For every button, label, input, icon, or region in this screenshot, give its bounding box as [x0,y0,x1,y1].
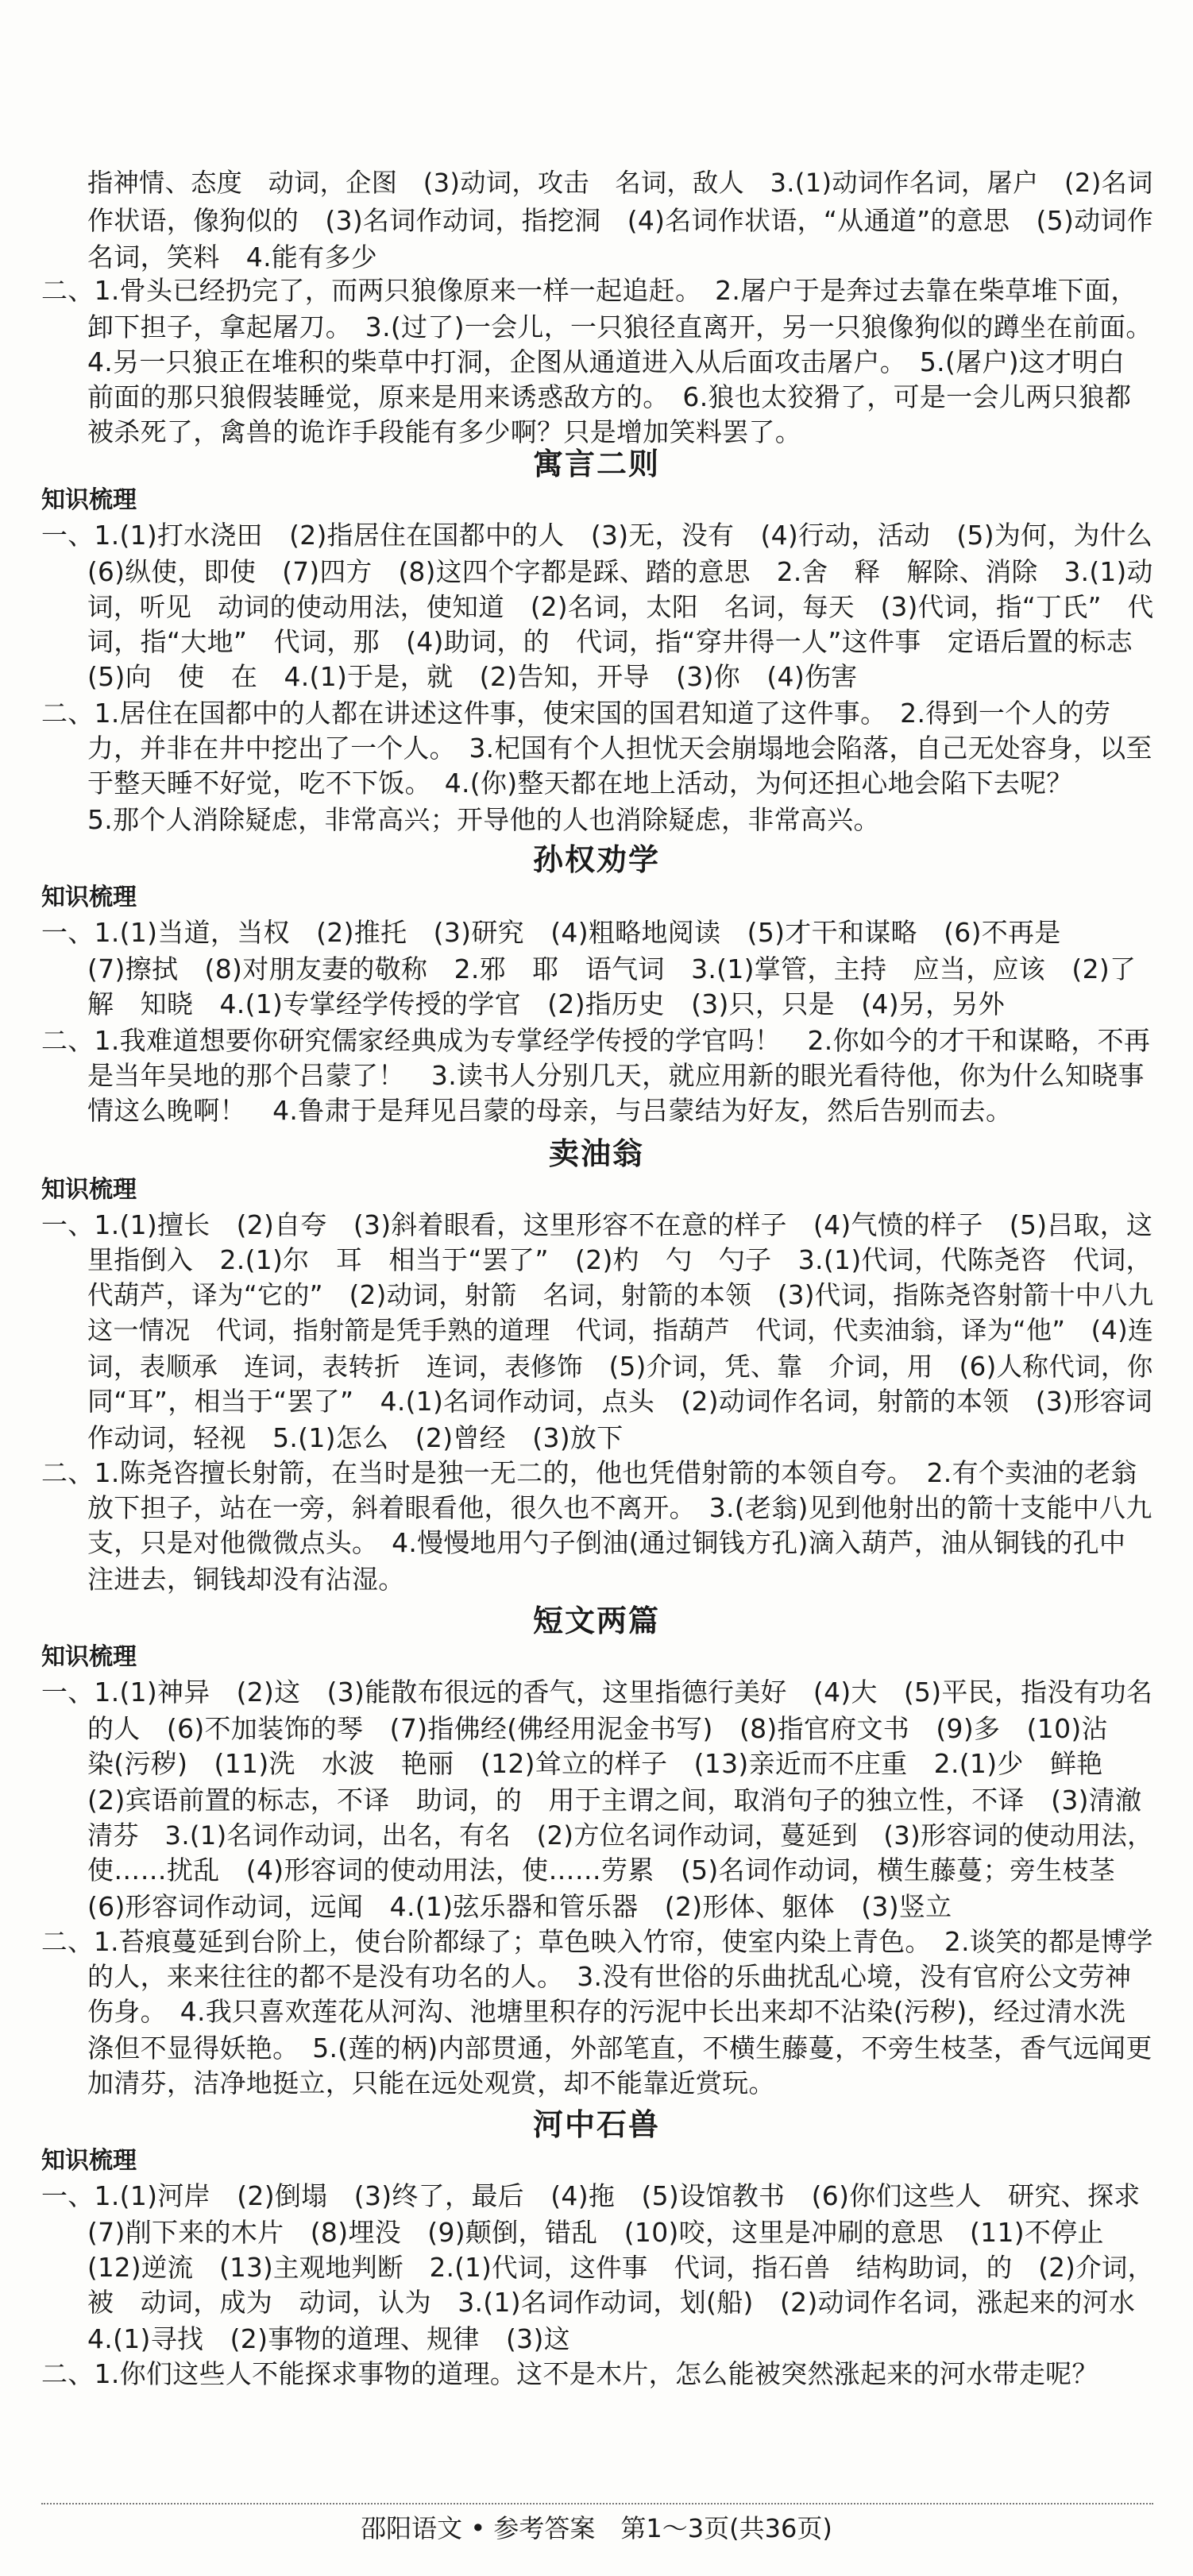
section-heading: 知识梳理 [41,1643,137,1671]
answer-line: (6)形容词作动词，远闻 4.(1)弦乐器和管乐器 (2)形体、躯体 (3)竖立 [87,1891,952,1922]
section-title: 河中石兽 [532,2107,660,2142]
answer-line: 二、1.我难道想要你研究儒家经典成为专掌经学传授的学官吗！ 2.你如今的才干和谋略，不再 [41,1025,1151,1056]
answer-line: 5.那个人消除疑虑，非常高兴；开导他的人也消除疑虑，非常高兴。 [87,804,880,835]
answer-line: (7)削下来的木片 (8)埋没 (9)颠倒，错乱 (10)咬，这里是冲刷的意思 (11)不停止 [87,2217,1104,2248]
answer-line: 染(污秽) (11)洗 水波 艳丽 (12)耸立的样子 (13)亲近而不庄重 2.(1)少 鲜艳 [87,1748,1103,1779]
answer-line: 二、1.居住在国都中的人都在讲述这件事，使宋国的国君知道了这件事。 2.得到一个人的劳 [41,698,1111,729]
answer-line: 一、1.(1)河岸 (2)倒塌 (3)终了，最后 (4)拖 (5)设馆教书 (6)你们这些人 研究、探求 [41,2180,1141,2211]
section-title: 孙权劝学 [532,842,660,877]
answer-line: 里指倒入 2.(1)尔 耳 相当于“罢了” (2)杓 勺 勺子 3.(1)代词，代陈尧咨 代词， [87,1244,1152,1275]
answer-line: 词，指“大地” 代词，那 (4)助词，的 代词，指“穿井得一人”这件事 定语后置的标志 [87,626,1133,657]
answer-line: 卸下担子，拿起屠刀。 3.(过了)一会儿，一只狼径直离开，另一只狼像狗似的蹲坐在前面。 [87,311,1152,342]
section-heading: 知识梳理 [41,884,137,911]
answer-line: (7)擦拭 (8)对朋友妻的敬称 2.邪 耶 语气词 3.(1)掌管，主持 应当，应该 (2)了 [87,953,1137,984]
answer-line: 支，只是对他微微点头。 4.慢慢地用勺子倒油(通过铜钱方孔)滴入葫芦，油从铜钱的孔中 [87,1527,1126,1558]
answer-line: 被杀死了，禽兽的诡诈手段能有多少啊？只是增加笑料罢了。 [87,416,802,447]
answer-line: 的人 (6)不加装饰的琴 (7)指佛经(佛经用泥金书写) (8)指官府文书 (9)多 (10)沾 [87,1713,1108,1744]
section-title: 寓言二则 [532,447,660,482]
answer-line: 一、1.(1)打水浇田 (2)指居住在国都中的人 (3)无，没有 (4)行动，活动 (5)为何，为什么 [41,520,1153,551]
answer-line: 放下担子，站在一旁，斜着眼看他，很久也不离开。 3.(老翁)见到他射出的箭十支能中八九 [87,1492,1152,1523]
answer-line: 清芬 3.(1)名词作动词，出名，有名 (2)方位名词作动词，蔓延到 (3)形容词的使动用法， [87,1820,1153,1851]
answer-line: 解 知晓 4.(1)专掌经学传授的学官 (2)指历史 (3)只，只是 (4)另，另外 [87,988,1006,1019]
answer-line: (5)向 使 在 4.(1)于是，就 (2)告知，开导 (3)你 (4)伤害 [87,661,858,692]
answer-line: 的人，来来往往的都不是没有功名的人。 3.没有世俗的乐曲扰乱心境，没有官府公文劳神 [87,1961,1132,1992]
section-title: 短文两篇 [532,1603,660,1638]
section-heading: 知识梳理 [41,486,137,514]
answer-line: 同“耳”，相当于“罢了” 4.(1)名词作动词，点头 (2)动词作名词，射箭的本领 (3)形容词 [87,1386,1152,1417]
answer-line: 二、1.你们这些人不能探求事物的道理。这不是木片，怎么能被突然涨起来的河水带走呢？ [41,2358,1098,2389]
answer-line: 一、1.(1)神异 (2)这 (3)能散布很远的香气，这里指德行美好 (4)大 (5)平民，指没有功名 [41,1677,1153,1708]
answer-line: 二、1.陈尧咨擅长射箭，在当时是独一无二的，他也凭借射箭的本领自夸。 2.有个卖油的老翁 [41,1457,1137,1488]
footer-divider [41,2503,1153,2504]
answer-line: (2)宾语前置的标志，不译 助词，的 用于主谓之间，取消句子的独立性，不译 (3)清澈 [87,1785,1142,1816]
section-heading: 知识梳理 [41,2147,137,2175]
section-title: 卖油翁 [548,1136,644,1171]
answer-line: 加清芬，洁净地挺立，只能在远处观赏，却不能靠近赏玩。 [87,2067,775,2098]
answer-line: 一、1.(1)擅长 (2)自夸 (3)斜着眼看，这里形容不在意的样子 (4)气愤的样子 (5)吕取，这 [41,1209,1153,1240]
answer-line: 伤身。 4.我只喜欢莲花从河沟、池塘里积存的污泥中长出来却不沾染(污秽)，经过清水洗 [87,1996,1126,2027]
answer-line: 这一情况 代词，指射箭是凭手熟的道理 代词，指葫芦 代词，代卖油翁，译为“他” (4)连 [87,1315,1154,1345]
answer-line: 4.(1)寻找 (2)事物的道理、规律 (3)这 [87,2323,570,2354]
answer-line: 力，并非在井中挖出了一个人。 3.杞国有个人担忧天会崩塌地会陷落，自己无处容身，以至 [87,733,1152,764]
answer-line: 是当年吴地的那个吕蒙了！ 3.读书人分别几天，就应用新的眼光看待他，你为什么知晓事 [87,1060,1145,1091]
answer-line: (6)纵使，即使 (7)四方 (8)这四个字都是踩、踏的意思 2.舍 释 解除、消除 3.(1)动 [87,557,1153,587]
answer-line: (12)逆流 (13)主观地判断 2.(1)代词，这件事 代词，指石兽 结构助词，的 (2)介词， [87,2253,1154,2283]
answer-line: 被 动词，成为 动词，认为 3.(1)名词作动词，划(船) (2)动词作名词，涨起来的河水 [87,2287,1136,2318]
answer-line: 词，听见 动词的使动用法，使知道 (2)名词，太阳 名词，每天 (3)代词，指“丁氏” 代 [87,592,1154,622]
answer-line: 作动词，轻视 5.(1)怎么 (2)曾经 (3)放下 [87,1422,624,1453]
page-footer: 邵阳语文 • 参考答案 第1～3页(共36页) [361,2513,832,2543]
answer-line: 二、1.骨头已经扔完了，而两只狼像原来一样一起追赶。 2.屠户于是奔过去靠在柴草堆下面， [41,275,1137,306]
answer-line: 作状语，像狗似的 (3)名词作动词，指挖洞 (4)名词作状语，“从通道”的意思 (5)动词作 [87,205,1153,236]
section-heading: 知识梳理 [41,1176,137,1204]
answer-line: 前面的那只狼假装睡觉，原来是用来诱惑敌方的。 6.狼也太狡猾了，可是一会儿两只狼都 [87,381,1132,412]
answer-line: 于整天睡不好觉，吃不下饭。 4.(你)整天都在地上活动，为何还担心地会陷下去呢？ [87,768,1073,799]
answer-line: 一、1.(1)当道，当权 (2)推托 (3)研究 (4)粗略地阅读 (5)才干和谋略 (6)不再是 [41,917,1061,948]
answer-line: 使……扰乱 (4)形容词的使动用法，使……劳累 (5)名词作动词，横生藤蔓；旁生枝茎 [87,1855,1116,1886]
answer-line: 注进去，铜钱却没有沾湿。 [87,1564,405,1595]
answer-line: 涤但不显得妖艳。 5.(莲的柄)内部贯通，外部笔直，不横生藤蔓，不旁生枝茎，香气远闻更 [87,2033,1152,2064]
answer-line: 指神情、态度 动词，企图 (3)动词，攻击 名词，敌人 3.(1)动词作名词，屠户 (2)名词 [87,168,1153,198]
answer-line: 情这么晚啊！ 4.鲁肃于是拜见吕蒙的母亲，与吕蒙结为好友，然后告别而去。 [87,1095,1013,1126]
answer-line: 二、1.苔痕蔓延到台阶上，使台阶都绿了；草色映入竹帘，使室内染上青色。 2.谈笑的都是博学 [41,1927,1153,1957]
answer-line: 代葫芦，译为“它的” (2)动词，射箭 名词，射箭的本领 (3)代词，指陈尧咨射箭十中八九 [87,1280,1154,1310]
answer-line: 4.另一只狼正在堆积的柴草中打洞，企图从通道进入从后面攻击屠户。 5.(屠户)这才明白 [87,346,1125,377]
answer-line: 词，表顺承 连词，表转折 连词，表修饰 (5)介词，凭、靠 介词，用 (6)人称代词，你 [87,1352,1153,1382]
answer-line: 名词，笑料 4.能有多少 [87,242,378,273]
